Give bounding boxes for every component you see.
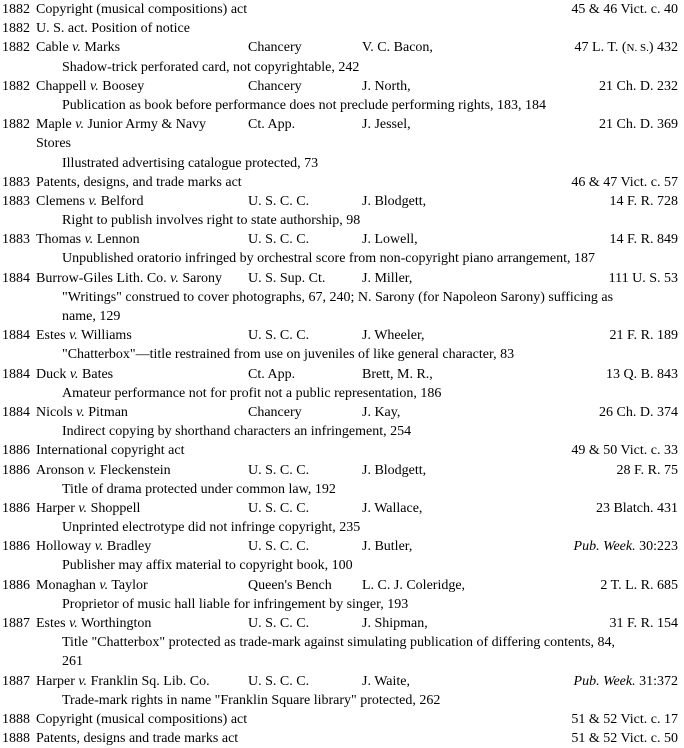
case-year: 1884 bbox=[2, 270, 30, 286]
case-note-row bbox=[0, 211, 684, 230]
case-name: Thomas v. Lennon bbox=[36, 232, 140, 248]
case-court: U. S. C. C. bbox=[248, 462, 310, 478]
case-citation: 21 Ch. D. 232 bbox=[599, 78, 678, 94]
case-note-row bbox=[0, 518, 684, 537]
case-year: 1883 bbox=[2, 174, 30, 190]
case-court: U. S. C. C. bbox=[248, 193, 310, 209]
case-note-row bbox=[0, 595, 684, 614]
case-name: Nicols v. Pitman bbox=[36, 404, 128, 420]
case-citation: 14 F. R. 728 bbox=[609, 193, 678, 209]
case-citation: 21 F. R. 189 bbox=[609, 328, 678, 344]
case-name: Copyright (musical compositions) act bbox=[36, 2, 248, 17]
case-note-row bbox=[0, 58, 684, 77]
case-year: 1888 bbox=[2, 731, 30, 747]
table-row bbox=[0, 326, 684, 345]
case-note: "Writings" construed to cover photographs, 67, 240; N. Sarony (for Napoleon Sarony) sufficing as name, 129 bbox=[62, 289, 614, 325]
case-name: Estes v. Williams bbox=[36, 328, 132, 344]
table-row bbox=[0, 461, 684, 480]
case-court: U. S. C. C. bbox=[248, 500, 310, 516]
case-year: 1883 bbox=[2, 232, 30, 248]
case-citation: 13 Q. B. 843 bbox=[606, 366, 678, 382]
case-note: Illustrated advertising catalogue protected, 73 bbox=[62, 155, 319, 171]
table-row bbox=[0, 403, 684, 422]
case-year: 1882 bbox=[2, 117, 30, 133]
case-judge: J. Blodgett, bbox=[362, 193, 427, 209]
case-note: Title of drama protected under common law, 192 bbox=[62, 481, 336, 497]
case-year: 1884 bbox=[2, 328, 30, 344]
case-year: 1884 bbox=[2, 366, 30, 382]
case-name: Aronson v. Fleckenstein bbox=[36, 462, 171, 478]
case-court: U. S. C. C. bbox=[248, 673, 310, 689]
case-judge: J. Jessel, bbox=[362, 117, 411, 133]
case-note: Right to publish involves right to state authorship, 98 bbox=[62, 213, 361, 229]
case-judge: J. North, bbox=[362, 78, 411, 94]
case-name: Clemens v. Belford bbox=[36, 193, 144, 209]
case-court: U. S. C. C. bbox=[248, 539, 310, 555]
case-name: Duck v. Bates bbox=[36, 366, 114, 382]
case-note-row bbox=[0, 96, 684, 115]
case-judge: V. C. Bacon, bbox=[362, 40, 433, 56]
case-citation: 51 & 52 Vict. c. 17 bbox=[571, 711, 678, 727]
case-court: U. S. C. C. bbox=[248, 616, 310, 632]
case-citation: 47 L. T. (N. S.) 432 bbox=[574, 40, 678, 56]
case-year: 1883 bbox=[2, 193, 30, 209]
case-citation: 51 & 52 Vict. c. 50 bbox=[571, 731, 678, 747]
case-note-row bbox=[0, 288, 684, 326]
case-citation: 46 & 47 Vict. c. 57 bbox=[571, 174, 678, 190]
case-note-row bbox=[0, 249, 684, 268]
case-court: U. S. C. C. bbox=[248, 328, 310, 344]
case-name: Maple v. Junior Army & Navy bbox=[36, 117, 207, 133]
case-note: Unprinted electrotype did not infringe copyright, 235 bbox=[62, 520, 361, 536]
case-citation: 26 Ch. D. 374 bbox=[599, 404, 678, 420]
case-citation: Pub. Week. 30:223 bbox=[573, 539, 678, 555]
case-citation: 21 Ch. D. 369 bbox=[599, 117, 678, 133]
case-name: Cable v. Marks bbox=[36, 40, 121, 56]
case-name: Harper v. Shoppell bbox=[36, 500, 141, 516]
case-citation: 23 Blatch. 431 bbox=[595, 500, 678, 516]
case-judge: Brett, M. R., bbox=[362, 366, 433, 382]
case-note: Shadow-trick perforated card, not copyrightable, 242 bbox=[62, 59, 360, 75]
case-note: Publication as book before performance does not preclude performing rights, 183, 184 bbox=[62, 97, 547, 113]
table-row bbox=[0, 0, 684, 19]
case-name-continued: Stores bbox=[36, 136, 71, 152]
case-year: 1886 bbox=[2, 539, 30, 555]
case-citation: 111 U. S. 53 bbox=[608, 270, 678, 286]
case-name: Estes v. Worthington bbox=[36, 616, 152, 632]
table-row bbox=[0, 537, 684, 556]
table-row bbox=[0, 173, 684, 192]
table-row bbox=[0, 192, 684, 211]
case-note-row bbox=[0, 422, 684, 441]
case-note-row bbox=[0, 633, 684, 671]
case-note-row bbox=[0, 345, 684, 364]
case-note-row bbox=[0, 480, 684, 499]
case-name: Patents, designs, and trade marks act bbox=[36, 174, 242, 190]
case-judge: J. Butler, bbox=[362, 539, 413, 555]
case-judge: J. Lowell, bbox=[362, 232, 418, 248]
case-name: Burrow-Giles Lith. Co. v. Sarony bbox=[36, 270, 223, 286]
case-judge: J. Wheeler, bbox=[362, 328, 425, 344]
case-year: 1887 bbox=[2, 673, 30, 689]
table-row bbox=[0, 365, 684, 384]
case-judge: J. Miller, bbox=[362, 270, 413, 286]
case-name: U. S. act. Position of notice bbox=[36, 21, 190, 37]
case-year: 1887 bbox=[2, 616, 30, 632]
case-judge: J. Blodgett, bbox=[362, 462, 427, 478]
case-year: 1882 bbox=[2, 2, 30, 17]
case-judge: J. Wallace, bbox=[362, 500, 423, 516]
case-citation: 2 T. L. R. 685 bbox=[600, 577, 678, 593]
table-row bbox=[0, 576, 684, 595]
case-year: 1882 bbox=[2, 40, 30, 56]
case-name: Patents, designs and trade marks act bbox=[36, 731, 239, 747]
case-judge: L. C. J. Coleridge, bbox=[362, 577, 466, 593]
case-name: Monaghan v. Taylor bbox=[36, 577, 148, 593]
table-row bbox=[0, 38, 684, 57]
case-year: 1882 bbox=[2, 78, 30, 94]
case-name: International copyright act bbox=[36, 443, 185, 459]
case-citation: 49 & 50 Vict. c. 33 bbox=[571, 443, 678, 459]
table-row bbox=[0, 614, 684, 633]
case-court: Ct. App. bbox=[248, 117, 296, 133]
case-citation: Pub. Week. 31:372 bbox=[573, 673, 678, 689]
case-year: 1888 bbox=[2, 711, 30, 727]
table-row bbox=[0, 115, 684, 153]
case-citation: 28 F. R. 75 bbox=[616, 462, 678, 478]
table-row bbox=[0, 269, 684, 288]
case-note: Amateur performance not for profit not a public representation, 186 bbox=[62, 385, 442, 401]
case-year: 1882 bbox=[2, 21, 30, 37]
case-note: Unpublished oratorio infringed by orchestral score from non-copyright piano arrangement, 187 bbox=[62, 251, 596, 267]
table-row bbox=[0, 499, 684, 518]
case-judge: J. Waite, bbox=[362, 673, 410, 689]
case-citation: 31 F. R. 154 bbox=[609, 616, 678, 632]
table-row bbox=[0, 441, 684, 460]
case-court: U. S. Sup. Ct. bbox=[248, 270, 326, 286]
case-name: Holloway v. Bradley bbox=[36, 539, 152, 555]
case-judge: J. Kay, bbox=[362, 404, 401, 420]
table-row bbox=[0, 230, 684, 249]
case-name: Harper v. Franklin Sq. Lib. Co. bbox=[36, 673, 210, 689]
case-note-row bbox=[0, 154, 684, 173]
case-court: Chancery bbox=[248, 78, 302, 94]
case-year: 1884 bbox=[2, 404, 30, 420]
case-court: Queen's Bench bbox=[248, 577, 332, 593]
case-name: Copyright (musical compositions) act bbox=[36, 711, 248, 727]
case-year: 1886 bbox=[2, 500, 30, 516]
case-note: Proprietor of music hall liable for infringement by singer, 193 bbox=[62, 596, 409, 612]
case-note-row bbox=[0, 384, 684, 403]
case-note: Trade-mark rights in name "Franklin Square library" protected, 262 bbox=[62, 692, 441, 708]
case-name: Chappell v. Boosey bbox=[36, 78, 145, 94]
case-year: 1886 bbox=[2, 462, 30, 478]
case-court: Chancery bbox=[248, 404, 302, 420]
case-court: Chancery bbox=[248, 40, 302, 56]
table-row bbox=[0, 729, 684, 748]
case-citation: 45 & 46 Vict. c. 40 bbox=[571, 2, 678, 17]
case-court: Ct. App. bbox=[248, 366, 296, 382]
table-row bbox=[0, 19, 684, 38]
case-court: U. S. C. C. bbox=[248, 232, 310, 248]
table-row bbox=[0, 710, 684, 729]
case-judge: J. Shipman, bbox=[362, 616, 428, 632]
case-citation: 14 F. R. 849 bbox=[609, 232, 678, 248]
table-row bbox=[0, 672, 684, 691]
case-note: Indirect copying by shorthand characters an infringement, 254 bbox=[62, 424, 412, 440]
case-note-row bbox=[0, 556, 684, 575]
case-note: Title "Chatterbox" protected as trade-mark against simulating publication of differing contents, 84, 261 bbox=[62, 635, 616, 670]
case-note-row bbox=[0, 691, 684, 710]
case-year: 1886 bbox=[2, 443, 30, 459]
case-note: Publisher may affix material to copyright book, 100 bbox=[62, 558, 353, 574]
case-note: "Chatterbox"—title restrained from use on juveniles of like general character, 83 bbox=[62, 347, 515, 363]
table-row bbox=[0, 77, 684, 96]
case-year: 1886 bbox=[2, 577, 30, 593]
